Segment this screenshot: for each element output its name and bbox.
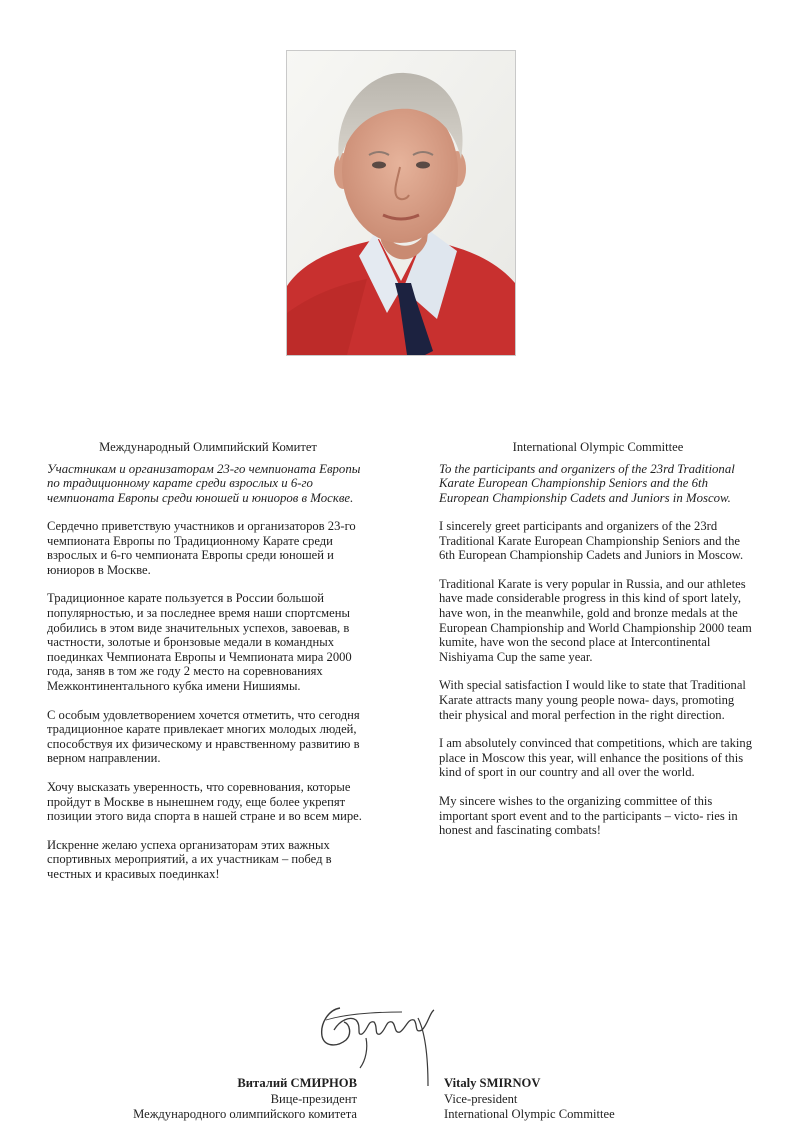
english-heading: International Olympic Committee	[512, 440, 684, 454]
english-paragraph: With special satisfaction I would like to state that Traditional Karate attracts many young people nowa- days, promoting their physical and moral perfection in the right direction.	[439, 678, 746, 722]
russian-signatory	[133, 1076, 357, 1123]
handwritten-signature-icon	[306, 990, 456, 1090]
portrait-photo	[286, 50, 516, 356]
russian-heading: Международный Олимпийский Комитет	[99, 440, 317, 454]
signature-drawing	[306, 990, 456, 1090]
portrait-illustration	[287, 51, 515, 355]
russian-greeting: Участникам и организаторам 23-го чемпионата Европы по традиционному карате среди взрослых и 6-го чемпионата Европы среди юношей и юниоров в Москве.	[47, 461, 361, 505]
russian-signatory-name: Виталий СМИРНОВ	[237, 1076, 357, 1090]
english-paragraph: I sincerely greet participants and organizers of the 23rd Traditional Karate European Championship Seniors and the 6th European Championship Cadets and Juniors in Moscow.	[439, 519, 744, 563]
english-signatory-organization: International Olympic Committee	[444, 1107, 615, 1121]
russian-paragraph: Искренне желаю успеха организаторам этих важных спортивных мероприятий, а их участникам – побед в честных и красивых поединках!	[47, 837, 332, 881]
english-paragraph: Traditional Karate is very popular in Russia, and our athletes have made considerable progress in this kind of sport lately, have won, in the meanwhile, gold and bronze medals at the European Championship and World Championship 2000 team kumite, have won the second place at Intercontinental Nishiyama Cup the same year.	[439, 576, 752, 664]
russian-paragraph: Хочу высказать уверенность, что соревнования, которые пройдут в Москве в нынешнем году, еще более укрепят позиции этого вида спорта в нашей стране и во всем мире.	[47, 780, 362, 824]
english-column	[439, 440, 757, 852]
russian-paragraph: С особым удовлетворением хочется отметить, что сегодня традиционное карате привлекает многих молодых людей, способствуя их физическому и нравственному развитию в верном направлении.	[47, 707, 360, 766]
english-signatory	[444, 1076, 615, 1123]
russian-signatory-organization: Международного олимпийского комитета	[133, 1107, 357, 1121]
english-signatory-name: Vitaly SMIRNOV	[444, 1076, 541, 1090]
english-signatory-title: Vice-president	[444, 1091, 518, 1106]
english-paragraph: My sincere wishes to the organizing committee of this important sport event and to the participants – victo- ries in honest and fascinating combats!	[439, 794, 738, 838]
russian-signatory-title: Вице-президент	[270, 1091, 357, 1106]
russian-paragraph: Традиционное карате пользуется в России большой популярностью, и за последнее время наши спортсмены добились в этом виде значительных успехов, завоевав, в частности, золотые и бронзовые медали в командных поединках Чемпионата Европы и Чемпионата мира 2000 года, заняв в том же году 2 место на соревнованиях Межконтинентального кубка имени Нишиямы.	[47, 591, 352, 694]
russian-paragraph: Сердечно приветствую участников и организаторов 23-го чемпионата Европы по Традиционному Карате среди взрослых и 6-го чемпионата Европы среди юношей и юниоров в Москве.	[47, 519, 356, 577]
russian-column	[47, 440, 369, 896]
english-paragraph: I am absolutely convinced that competitions, which are taking place in Moscow this year, will enhance the positions of this kind of sport in our country and all over the world.	[439, 736, 753, 780]
english-greeting: To the participants and organizers of the 23rd Traditional Karate European Championship Seniors and the 6th European Championship Cadets and Juniors in Moscow.	[439, 461, 735, 505]
